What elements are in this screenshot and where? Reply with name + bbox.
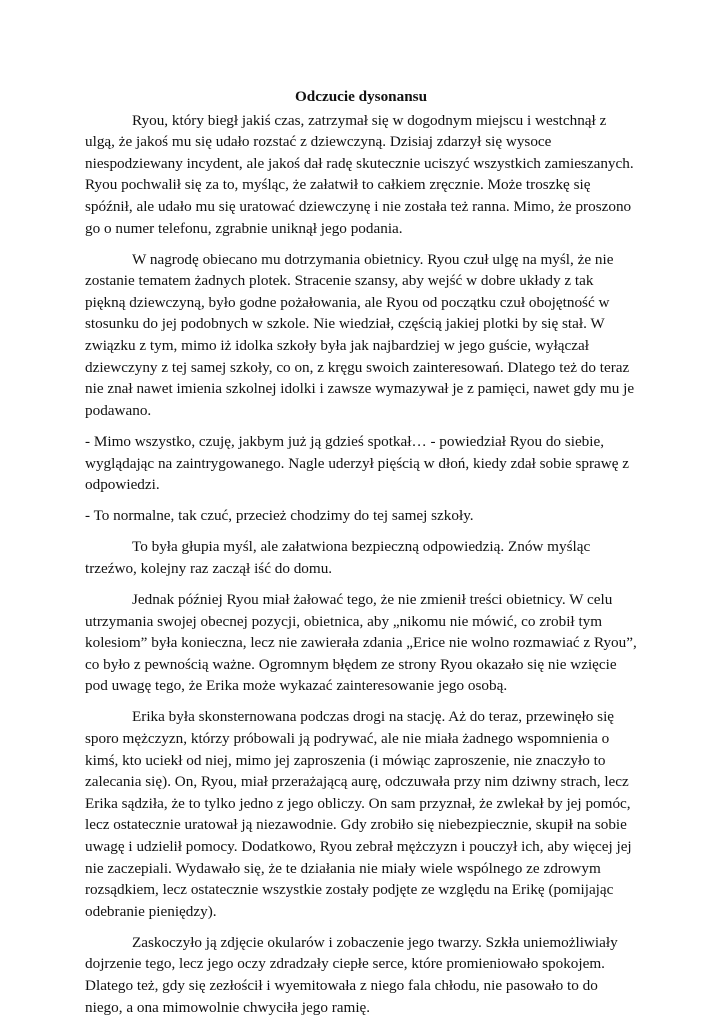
- paragraph: Erika była skonsternowana podczas drogi na stację. Aż do teraz, przewinęło się sporo mężczyzn, którzy próbowali ją podrywać, ale nie miała żadnego wspomnienia o kimś, kto uciekł od niej, mimo jej zaproszenia (i mówiąc zaproszenie, nie znaczyło to zalecania się). On, Ryou, miał przerażającą aurę, odczuwała przy nim dziwny strach, lecz Erika sądziła, że to tylko jedno z jego obliczy. On sam przyznał, że zwlekał by jej pomóc, lecz ostatecznie uratował ją niezawodnie. Gdy zrobiło się niebezpiecznie, skupił na sobie uwagę i udzielił pomocy. Dodatkowo, Ryou zebrał mężczyzn i pouczył ich, aby więcej jej nie zaczepiali. Wydawało się, że te działania nie miały wiele wspólnego ze zdrowym rozsądkiem, lecz ostatecznie wszystkie zostały podjęte ze względu na Erikę (pomijając odebranie pieniędzy).: [85, 708, 632, 920]
- document-title: Odczucie dysonansu: [294, 88, 428, 105]
- document-page: [85, 86, 637, 1028]
- paragraph: Zaskoczyło ją zdjęcie okularów i zobaczenie jego twarzy. Szkła uniemożliwiały dojrzenie tego, lecz jego oczy zdradzały ciepłe serce, które promieniowało spokojem. Dlatego też, gdy się zezłościł i wyemitowała z niego fala chłodu, nie pasowało to do niego, a ona mimowolnie chwyciła jego ramię.: [85, 933, 618, 1016]
- paragraph: To była głupia myśl, ale załatwiona bezpieczną odpowiedzią. Znów myśląc trzeźwo, kolejny raz zaczął iść do domu.: [85, 538, 591, 577]
- paragraph: W nagrodę obiecano mu dotrzymania obietnicy. Ryou czuł ulgę na myśl, że nie zostanie tematem żadnych plotek. Stracenie szansy, aby wejść w dobre układy z tak piękną dziewczyną, było godne pożałowania, ale Ryou od początku czuł obojętność w stosunku do jej podobnych w szkole. Nie wiedział, częścią jakiej plotki by się stał. W związku z tym, mimo iż idolka szkoły była jak najbardziej w jego guście, wyłączał dziewczyny z tej samej szkoły, co on, z kręgu swoich zainteresowań. Dlatego też do teraz nie znał nawet imienia szkolnej idolki i zawsze wymazywał je z pamięci, nawet gdy mu je podawano.: [85, 250, 635, 419]
- dialogue-paragraph: - Mimo wszystko, czuję, jakbym już ją gdzieś spotkał… - powiedział Ryou do siebie, wyglądając na zaintrygowanego. Nagle uderzył pięścią w dłoń, kiedy zdał sobie sprawę z odpowiedzi.: [85, 432, 630, 494]
- dialogue-paragraph: - To normalne, tak czuć, przecież chodzimy do tej samej szkoły.: [85, 507, 474, 525]
- paragraph: Ryou, który biegł jakiś czas, zatrzymał się w dogodnym miejscu i westchnął z ulgą, że jakoś mu się udało rozstać z dziewczyną. Dzisiaj zdarzył się wysoce niespodziewany incydent, ale jakoś dał radę skutecznie uciszyć wszystkich zamieszanych. Ryou pochwalił się za to, myśląc, że załatwił to całkiem zręcznie. Może troszkę się spóźnił, ale udało mu się uratować dziewczynę i nie została też ranna. Mimo, że proszono go o numer telefonu, zgrabnie uniknął jego podania.: [85, 111, 634, 237]
- paragraph: Jednak później Ryou miał żałować tego, że nie zmienił treści obietnicy. W celu utrzymania swojej obecnej pozycji, obietnica, aby „nikomu nie mówić, co zrobił tym kolesiom” była konieczna, lecz nie zawierała zdania „Erice nie wolno rozmawiać z Ryou”, co było z pewnością ważne. Ogromnym błędem ze strony Ryou okazało się nie wzięcie pod uwagę tego, że Erika może wykazać zainteresowanie jego osobą.: [85, 590, 637, 695]
